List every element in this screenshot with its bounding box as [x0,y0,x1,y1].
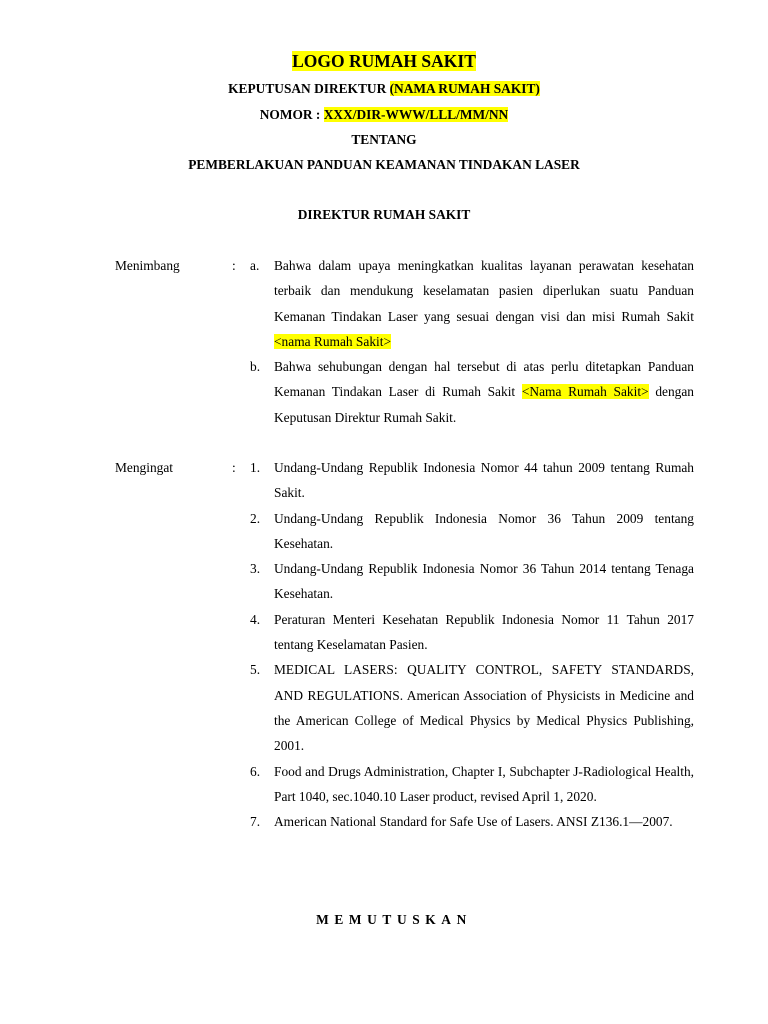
decree-subject: PEMBERLAKUAN PANDUAN KEAMANAN TINDAKAN LASER [188,157,580,172]
mengingat-colon: : [232,460,236,475]
list-item-marker: a. [250,258,260,273]
decree-number-placeholder: XXX/DIR-WWW/LLL/MM/NN [323,107,509,122]
list-item-marker: 4. [250,611,261,627]
list-item-marker: 2. [250,510,261,526]
list-item-text [274,253,694,354]
menimbang-colon: : [232,258,236,273]
menimbang-label: Menimbang [115,258,180,273]
list-item-text: Undang-Undang Republik Indonesia Nomor 36 Tahun 2009 tentang Kesehatan. [274,510,694,551]
list-item-body: Bahwa dalam upaya meningkatkan kualitas layanan perawatan kesehatan terbaik dan mendukung keselamatan pasien diperlukan suatu Panduan Kemanan Tindakan Laser yang sesuai dengan visi dan misi Rumah Sakit [274,258,694,324]
list-item-marker: 1. [250,460,261,475]
logo-placeholder-text: LOGO RUMAH SAKIT [292,51,476,71]
director-heading: DIREKTUR RUMAH SAKIT [297,207,471,222]
hospital-name-placeholder: (NAMA RUMAH SAKIT) [389,81,540,96]
list-item-text: American National Standard for Safe Use of Lasers. ANSI Z136.1—2007. [274,814,673,830]
list-item-marker: b. [250,359,261,375]
list-item-text: Peraturan Menteri Kesehatan Republik Indonesia Nomor 11 Tahun 2017 tentang Keselamatan Pasien. [274,611,694,653]
list-item-marker: 7. [250,814,261,830]
list-item [250,506,694,557]
list-item [250,607,694,658]
memutuskan-heading: MEMUTUSKAN [316,912,472,927]
list-item [250,657,694,758]
list-item [250,354,694,430]
list-item-text [274,354,694,430]
mengingat-list [250,455,694,834]
list-item-text: Food and Drugs Administration, Chapter I, Subchapter J-Radiological Health, Part 1040, sec.1040.10 Laser product, revised April 1, 2020. [274,763,694,804]
list-item-marker: 3. [250,561,261,577]
list-item [250,759,694,810]
list-item [250,253,694,354]
list-item-text: Undang-Undang Republik Indonesia Nomor 44 tahun 2009 tentang Rumah Sakit. [274,460,694,501]
decree-number-prefix: NOMOR : [259,107,324,122]
list-item-text: Undang-Undang Republik Indonesia Nomor 36 Tahun 2014 tentang Tenaga Kesehatan. [274,561,694,602]
decree-title [0,80,768,98]
menimbang-list [250,253,694,430]
list-item-marker: 6. [250,763,261,779]
list-item-body: Bahwa sehubungan dengan hal tersebut di atas perlu ditetapkan Panduan Kemanan Tindakan Laser di Rumah Sakit [274,359,694,400]
decree-title-prefix: KEPUTUSAN DIREKTUR [228,81,390,96]
mengingat-label: Mengingat [115,460,174,475]
list-item-body-tail: dengan Keputusan Direktur Rumah Sakit. [274,384,694,425]
hospital-name-placeholder: <nama Rumah Sakit> [274,333,392,349]
list-item [250,455,694,506]
list-item-text: MEDICAL LASERS: QUALITY CONTROL, SAFETY STANDARDS, AND REGULATIONS. American Association of Physicists in Medicine and the American College of Medical Physics by Medical Physics Publishing, 2001. [274,662,694,754]
logo-placeholder-title [0,50,768,72]
list-item-marker: 5. [250,662,261,678]
list-item [250,809,694,834]
tentang-heading: TENTANG [351,132,417,147]
hospital-name-placeholder: <Nama Rumah Sakit> [521,384,649,400]
list-item [250,556,694,607]
decree-number [0,106,768,124]
